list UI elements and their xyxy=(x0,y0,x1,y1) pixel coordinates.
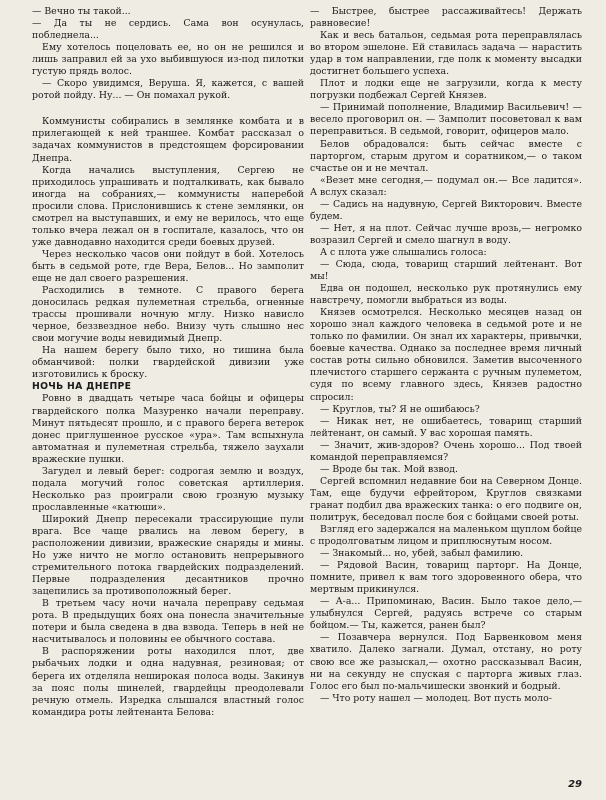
paragraph: «Везет мне сегодня,— подумал он.— Все ладится». А вслух сказал: xyxy=(310,174,582,198)
paragraph: — Что роту нашел — молодец. Вот пусть моло- xyxy=(320,692,552,704)
paragraph: На нашем берегу было тихо, но тишина была обманчивой: полки гвардейской дивизии уже изготовились к броску. xyxy=(32,345,304,381)
paragraph: — Рядовой Васин, товарищ парторг. На Донце, помните, привел к вам того здоровенного обера, что мертвым прикинулся. xyxy=(310,560,582,596)
paragraph: — Круглов, ты? Я не ошибаюсь? xyxy=(320,403,480,415)
paragraph: — Принимай пополнение, Владимир Васильевич! — весело проговорил он. — Замполит посоветовал к вам переправиться. В седьмой, говорит, офицеров мало. xyxy=(310,102,582,138)
paragraph: — Вечно ты такой... xyxy=(32,6,131,17)
paragraph: Широкий Днепр пересекали трассирующие пули врага. Все чаще рвались на левом берегу, в расположении дивизии, вражеские снаряды и мины. Но уже ничто не могло остановить непрерывного стремительного потока гвардейских подразделений. Первые подразделения десантников прочно зацепились за противоположный берег. xyxy=(32,513,304,598)
paragraph: В третьем часу ночи начала переправу седьмая рота. В предыдущих боях она понесла значительные потери и была сведена в два взвода. Теперь в ней не насчитывалось и половины ее обычного состава. xyxy=(32,598,304,646)
paragraph: — Значит, жив-здоров? Очень хорошо... Под твоей командой переправляемся? xyxy=(310,439,582,463)
paragraph: Князев осмотрелся. Несколько месяцев назад он хорошо знал каждого человека в седьмой роте и не только по фамилии. Он знал их характеры, привычки, боевые качества. Однако за последнее время личный состав роты сильно обновился. Заметив высоченного плечистого старшего сержанта с ручным пулеметом, судя по всему главного здесь, Князев радостно спросил: xyxy=(310,307,582,403)
paragraph: Расходились в темноте. С правого берега доносилась редкая пулеметная стрельба, огненные трассы прошивали ночную мглу. Низко нависло черное, беззвездное небо. Внизу чуть слышно нес свои могучие воды невидимый Днепр. xyxy=(32,285,304,345)
paragraph: Сергей вспомнил недавние бои на Северном Донце. Там, еще будучи ефрейтором, Круглов связками гранат подбил два вражеских танка: о его подвиге он, политрук, беседовал после боя с бойцами своей роты. xyxy=(310,475,582,523)
paragraph: — Сюда, сюда, товарищ старший лейтенант. Вот мы! xyxy=(310,258,582,283)
paragraph: — А-а... Припоминаю, Васин. Было такое дело,— улыбнулся Сергей, радуясь встрече со старым бойцом.— Ты, кажется, ранен был? xyxy=(310,596,582,632)
paragraph: Плот и лодки еще не загрузили, когда к месту погрузки подбежал Сергей Князев. xyxy=(310,78,582,102)
paragraph: Ему хотелось поцеловать ее, но он не решился и лишь заправил ей за ухо выбившуюся из-под пилотки густую прядь волос. xyxy=(32,42,304,78)
left-column xyxy=(32,6,304,719)
section-heading: НОЧЬ НА ДНЕПРЕ xyxy=(32,381,132,393)
paragraph: — Никак нет, не ошибаетесь, товарищ старший лейтенант, он самый. У вас хорошая память. xyxy=(310,415,582,439)
paragraph: — Садись на надувную, Сергей Викторович. Вместе будем. xyxy=(310,198,582,222)
paragraph: В распоряжении роты находился плот, две рыбачьих лодки и одна надувная, резиновая; от берега их отделяла неширокая полоса воды. Закинув за пояс полы шинелей, гвардейцы преодолевали речную отмель. Изредка слышался властный голос командира роты лейтенанта Белова: xyxy=(32,646,304,718)
paragraph: Ровно в двадцать четыре часа бойцы и офицеры гвардейского полка Мазуренко начали переправу. Минут пятьдесят прошло, и с правого берега ветерок донес приглушенное русское «ура». Там вспыхнула автоматная и пулеметная стрельба, тяжело заухали вражеские пушки. xyxy=(32,393,304,465)
paragraph: — Нет, я на плот. Сейчас лучше врозь,— негромко возразил Сергей и смело шагнул в воду. xyxy=(310,222,582,246)
paragraph: Коммунисты собирались в землянке комбата и в прилегающей к ней траншее. Комбат рассказал о задачах коммунистов в предстоящем форсировании Днепра. xyxy=(32,116,304,164)
paragraph: Загудел и левый берег: содрогая землю и воздух, подала могучий голос советская артиллерия. Несколько раз проиграли свою грозную музыку прославленные «катюши». xyxy=(32,465,304,513)
paragraph: — Позавчера вернулся. Под Барвенковом меня хватило. Далеко загнали. Думал, отстану, но роту свою все же разыскал,— охотно рассказывал Васин, ни на секунду не спуская с парторга живых глаз. Голос его был по-мальчишески звонкий и бодрый. xyxy=(310,632,582,692)
paragraph: А с плота уже слышались голоса: xyxy=(320,246,487,258)
page-number: 29 xyxy=(568,779,582,790)
paragraph: Едва он подошел, несколько рук протянулись ему навстречу, помогли выбраться из воды. xyxy=(310,283,582,307)
paragraph: — Вроде бы так. Мой взвод. xyxy=(320,463,458,475)
paragraph: Белов обрадовался: быть сейчас вместе с парторгом, старым другом и соратником,— о таком счастье он и не мечтал. xyxy=(310,138,582,174)
paragraph: Взгляд его задержался на маленьком щуплом бойце с продолговатым лицом и приплюснутым носом. xyxy=(310,524,582,548)
paragraph: — Скоро увидимся, Веруша. Я, кажется, с вашей ротой пойду. Ну... — Он помахал рукой. xyxy=(32,78,304,102)
paragraph: Когда начались выступления, Сергею не приходилось упрашивать и подталкивать, как бывало иногда на собраниях,— коммунисты наперебой просили слова. Прислонившись к стене землянки, он смотрел на выступавших, и ему не верилось, что еще только вчера лежал он в госпитале, казалось, что он уже давнодавно находится среди боевых друзей. xyxy=(32,164,304,248)
right-column xyxy=(310,6,582,705)
paragraph: Через несколько часов они пойдут в бой. Хотелось быть в седьмой роте, где Вера, Белов... Но замполит еще не дал своего разрешения. xyxy=(32,248,304,284)
paragraph: — Быстрее, быстрее рассаживайтесь! Держать равновесие! xyxy=(310,6,582,30)
paragraph: — Да ты не сердись. Сама вон осунулась, побледнела... xyxy=(32,18,304,42)
paragraph: — Знакомый... но, убей, забыл фамилию. xyxy=(320,548,524,560)
paragraph: Как и весь батальон, седьмая рота переправлялась во втором эшелоне. Ей ставилась задача — нарастить удар в том направлении, где полк к моменту высадки достигнет большего успеха. xyxy=(310,30,582,78)
